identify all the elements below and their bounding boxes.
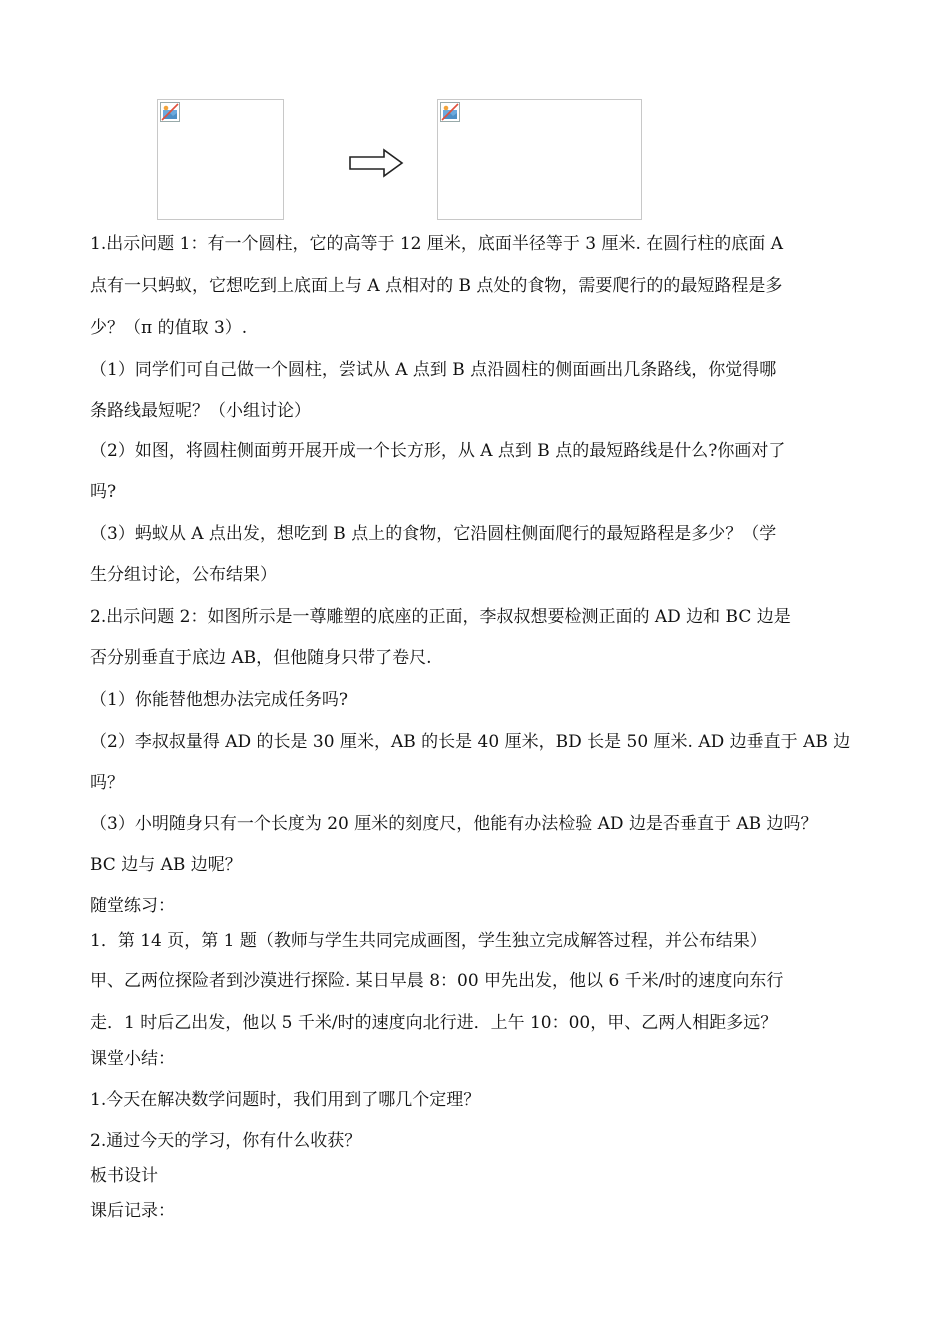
problem-2-line-1: 2.出示问题 2：如图所示是一尊雕塑的底座的正面，李叔叔想要检测正面的 AD 边和 BC 边是 — [90, 607, 791, 627]
question-1-1-line-1: （1）同学们可自己做一个圆柱，尝试从 A 点到 B 点沿圆柱的侧面画出几条路线，你觉得哪 — [90, 360, 777, 380]
summary-item-2: 2.通过今天的学习，你有什么收获？ — [90, 1131, 362, 1151]
question-1-2-line-2: 吗? — [90, 482, 117, 502]
question-2-2-line-2: 吗？ — [90, 773, 124, 793]
problem-2-line-2: 否分别垂直于底边 AB，但他随身只带了卷尺. — [90, 648, 432, 668]
question-2-3-line-2: BC 边与 AB 边呢？ — [90, 855, 242, 875]
problem-1-line-2: 点有一只蚂蚁，它想吃到上底面上与 A 点相对的 B 点处的食物，需要爬行的的最短路程是多 — [90, 276, 783, 296]
section-practice-heading: 随堂练习： — [90, 896, 175, 916]
figure-unfolded-rectangle-image — [437, 99, 642, 220]
practice-item-1: 1．第 14 页，第 1 题（教师与学生共同完成画图，学生独立完成解答过程，并公布结果） — [90, 931, 767, 951]
question-2-2-line-1: （2）李叔叔量得 AD 的长是 30 厘米，AB 的长是 40 厘米，BD 长是 50 厘米. AD 边垂直于 AB 边 — [90, 732, 851, 752]
question-1-2-line-1: （2）如图，将圆柱侧面剪开展开成一个长方形，从 A 点到 B 点的最短路线是什么?你画对了 — [90, 441, 786, 461]
section-summary-heading: 课堂小结： — [90, 1049, 175, 1069]
question-2-3-line-1: （3）小明随身只有一个长度为 20 厘米的刻度尺，他能有办法检验 AD 边是否垂直于 AB 边吗？ — [90, 814, 818, 834]
section-after-class-notes: 课后记录： — [90, 1201, 175, 1221]
broken-image-icon — [440, 102, 460, 122]
question-2-1: （1）你能替他想办法完成任务吗? — [90, 690, 348, 710]
practice-problem-line-2: 走．1 时后乙出发，他以 5 千米/时的速度向北行进．上午 10：00，甲、乙两人相距多远？ — [90, 1013, 778, 1033]
figure-cylinder-image — [157, 99, 284, 220]
problem-1-line-1: 1.出示问题 1：有一个圆柱，它的高等于 12 厘米，底面半径等于 3 厘米. 在圆行柱的底面 A — [90, 234, 783, 254]
problem-1-line-3: 少？（π 的值取 3）. — [90, 318, 248, 338]
section-board-design: 板书设计 — [90, 1166, 158, 1186]
broken-image-icon — [160, 102, 180, 122]
right-arrow-icon — [348, 148, 404, 178]
practice-problem-line-1: 甲、乙两位探险者到沙漠进行探险. 某日早晨 8：00 甲先出发，他以 6 千米/时的速度向东行 — [90, 971, 784, 991]
question-1-3-line-1: （3）蚂蚁从 A 点出发，想吃到 B 点上的食物，它沿圆柱侧面爬行的最短路程是多少？（学 — [90, 524, 777, 544]
summary-item-1: 1.今天在解决数学问题时，我们用到了哪几个定理？ — [90, 1090, 481, 1110]
question-1-3-line-2: 生分组讨论，公布结果） — [90, 565, 277, 585]
question-1-1-line-2: 条路线最短呢？（小组讨论） — [90, 401, 311, 421]
